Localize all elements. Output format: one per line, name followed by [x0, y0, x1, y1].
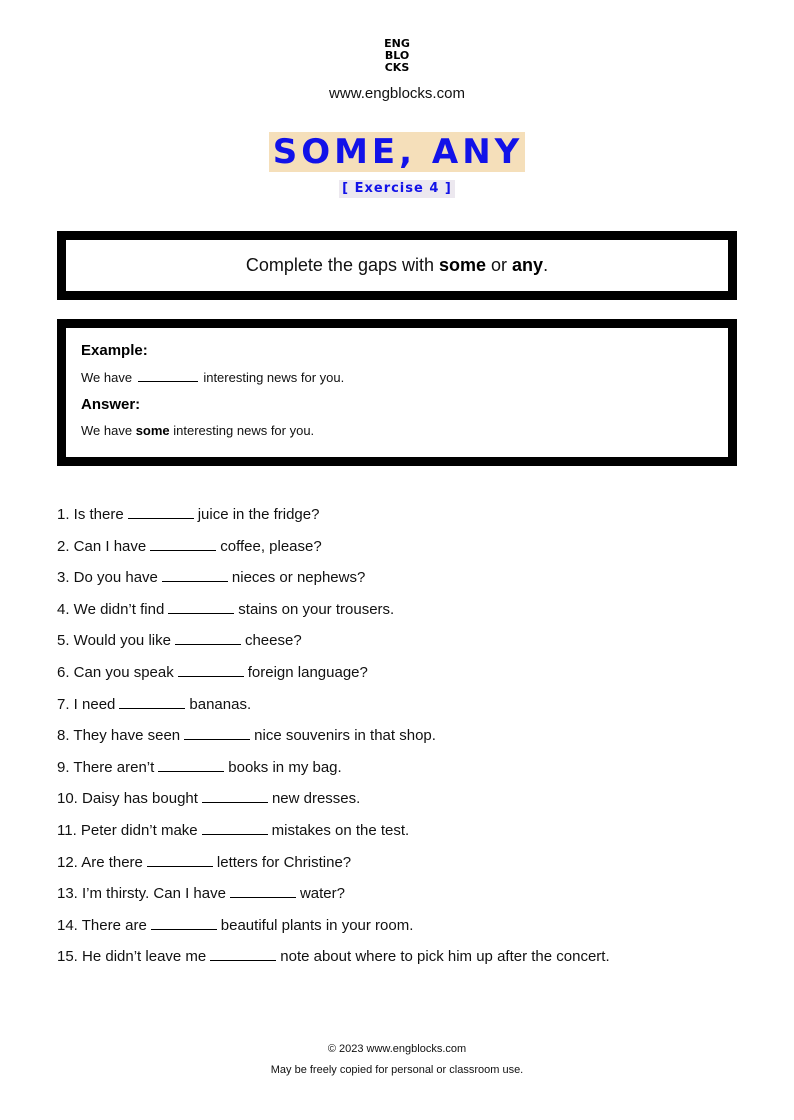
instructions-middle: or [486, 255, 513, 275]
question-item [57, 725, 757, 757]
example-before: We have [81, 370, 133, 385]
answer-blank[interactable] [202, 820, 268, 835]
answer-blank[interactable] [168, 599, 234, 614]
title-wrapper [0, 132, 794, 172]
answer-blank[interactable] [119, 694, 185, 709]
question-after: cheese? [244, 632, 302, 650]
instructions-text [246, 255, 548, 276]
question-item [57, 599, 757, 631]
question-item [57, 536, 757, 568]
question-before: 15. He didn’t leave me [57, 948, 207, 966]
question-after: letters for Christine? [216, 853, 352, 871]
question-item [57, 788, 757, 820]
question-after: water? [299, 885, 345, 903]
question-before: 5. Would you like [57, 632, 171, 650]
question-after: books in my bag. [228, 758, 342, 776]
footer-license: May be freely copied for personal or classroom use. [270, 1064, 524, 1076]
question-before: 1. Is there [57, 506, 124, 523]
answer-blank[interactable] [178, 662, 244, 677]
answer-after: interesting news for you. [169, 423, 315, 438]
logo-line-2: BLO [384, 49, 410, 62]
question-item [57, 915, 757, 947]
question-after: mistakes on the test. [271, 821, 410, 839]
question-item [57, 694, 757, 726]
answer-blank[interactable] [202, 788, 268, 803]
question-item [57, 757, 757, 789]
example-after: interesting news for you. [203, 370, 345, 385]
answer-blank[interactable] [151, 915, 217, 930]
instructions-before: Complete the gaps with [245, 255, 439, 275]
answer-heading: Answer: [81, 396, 141, 413]
footer-copyright: © 2023 www.engblocks.com [327, 1043, 467, 1055]
example-heading: Example: [81, 342, 148, 359]
answer-before: We have [81, 423, 136, 438]
question-item [57, 504, 757, 536]
answer-blank[interactable] [162, 567, 228, 582]
answer-blank[interactable] [150, 536, 216, 551]
answer-word: some [135, 423, 170, 438]
question-before: 12. Are there [57, 853, 143, 871]
instructions-word-any: any [512, 255, 544, 275]
question-before: 8. They have seen [57, 727, 181, 745]
question-item [57, 630, 757, 662]
question-before: 3. Do you have [57, 569, 158, 587]
question-before: 13. I’m thirsty. Can I have [57, 885, 226, 903]
question-before: 14. There are [57, 916, 147, 934]
question-item [57, 946, 757, 978]
example-box [57, 319, 737, 466]
example-blank[interactable] [138, 369, 198, 382]
logo-line-3: CKS [384, 61, 410, 74]
instructions-box [57, 231, 737, 300]
answer-blank[interactable] [158, 757, 224, 772]
question-before: 2. Can I have [57, 537, 147, 555]
question-item [57, 883, 757, 915]
question-after: nieces or nephews? [231, 569, 366, 587]
answer-blank[interactable] [210, 946, 276, 961]
question-before: 10. Daisy has bought [57, 790, 198, 808]
question-before: 9. There aren’t [57, 758, 155, 776]
example-sentence [81, 369, 728, 386]
answer-blank[interactable] [147, 852, 213, 867]
subtitle-wrapper [0, 179, 794, 198]
question-after: note about where to pick him up after the concert. [280, 948, 610, 966]
question-after: juice in the fridge? [197, 506, 320, 523]
question-before: 7. I need [57, 695, 116, 713]
question-after: bananas. [189, 695, 252, 713]
question-after: foreign language? [247, 663, 368, 681]
question-item [57, 567, 757, 599]
question-before: 4. We didn’t find [57, 600, 165, 618]
instructions-after: . [543, 255, 549, 275]
logo-line-1: ENG [384, 37, 410, 50]
engblocks-logo [0, 38, 794, 74]
exercise-label: [ Exercise 4 ] [339, 180, 455, 198]
question-after: nice souvenirs in that shop. [254, 727, 436, 745]
question-after: beautiful plants in your room. [220, 916, 414, 934]
question-after: new dresses. [271, 790, 361, 808]
page-title: SOME, ANY [269, 132, 526, 172]
question-before: 6. Can you speak [57, 663, 174, 681]
answer-blank[interactable] [128, 504, 194, 519]
question-after: stains on your trousers. [238, 600, 395, 618]
question-item [57, 820, 757, 852]
question-item [57, 852, 757, 884]
answer-sentence [81, 423, 728, 439]
question-after: coffee, please? [220, 537, 322, 555]
question-before: 11. Peter didn’t make [57, 821, 198, 839]
site-url: www.engblocks.com [329, 85, 465, 102]
answer-blank[interactable] [184, 725, 250, 740]
answer-blank[interactable] [230, 883, 296, 898]
question-item [57, 662, 757, 694]
question-list [57, 504, 757, 978]
answer-blank[interactable] [175, 630, 241, 645]
instructions-word-some: some [439, 255, 487, 275]
